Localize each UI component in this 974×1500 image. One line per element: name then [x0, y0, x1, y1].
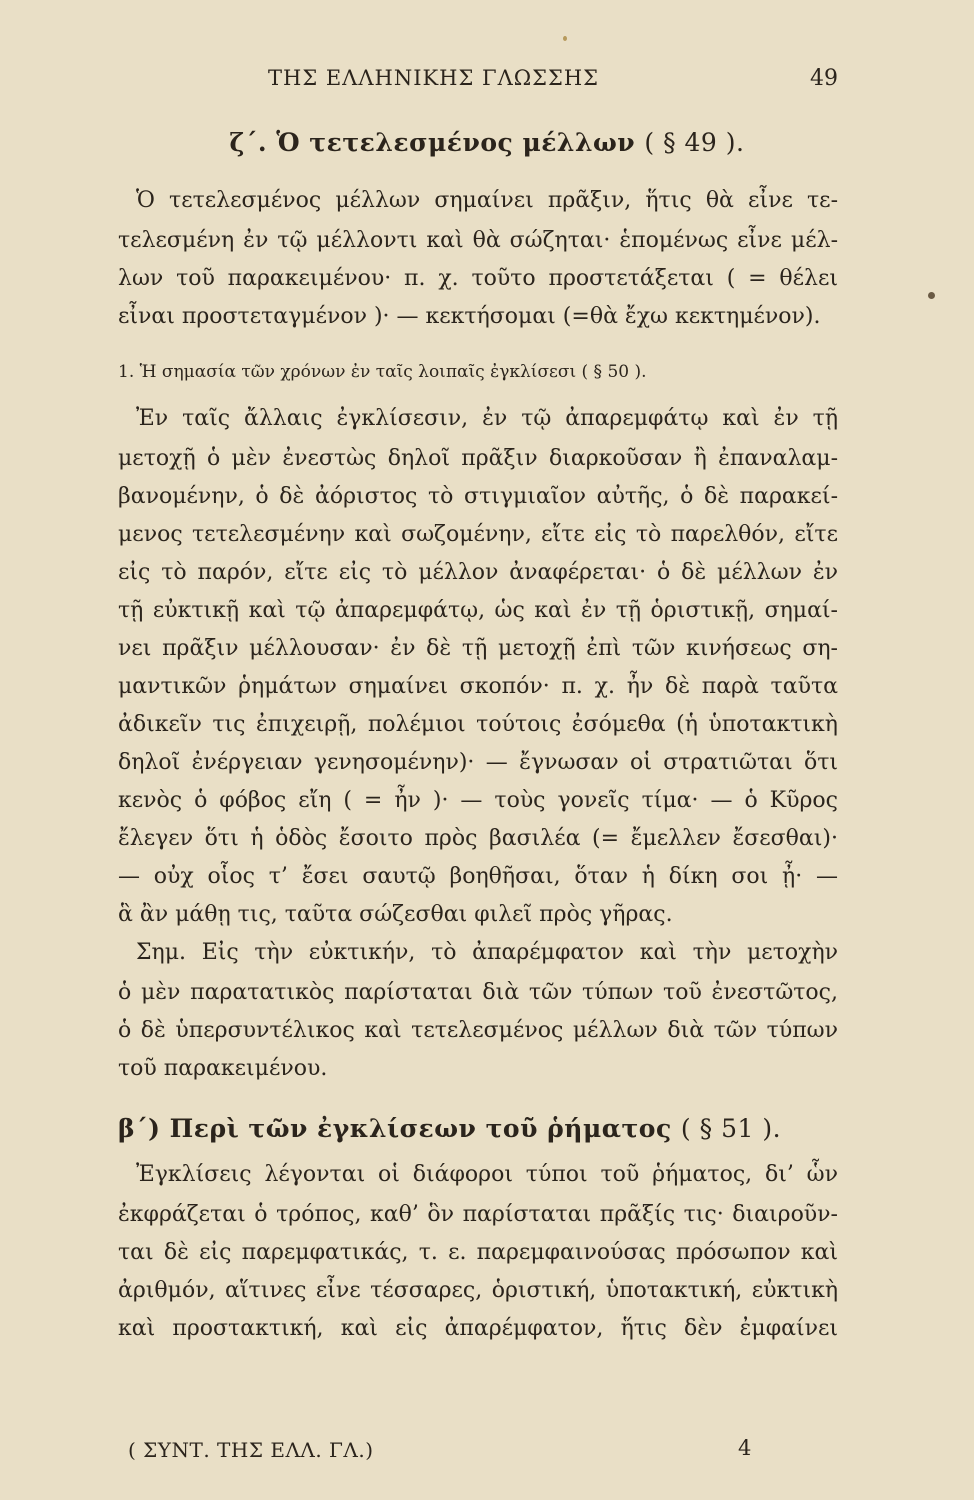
section-title-beta	[118, 1114, 838, 1143]
text-line: εἰς τὸ παρόν, εἴτε εἰς τὸ μέλλον ἀναφέρεται· ὁ δὲ μέλλων ἐν	[118, 560, 838, 585]
section-ref: ( § 51 ).	[680, 1114, 782, 1143]
text-line: κενὸς ὁ φόβος εἴη ( = ἦν )· — τοὺς γονεῖς τίμα· — ὁ Κῦρος	[118, 788, 838, 813]
note-line: Σημ. Εἰς τὴν εὐκτικήν, τὸ ἀπαρέμφατον καὶ τὴν μετοχὴν	[136, 940, 838, 965]
text-line: μαντικῶν ῥημάτων σημαίνει σκοπόν· π. χ. ἦν δὲ παρὰ ταῦτα	[118, 674, 838, 699]
sheet-number: 4	[738, 1436, 752, 1460]
text-line: ἔλεγεν ὅτι ἡ ὁδὸς ἔσοιτο πρὸς βασιλέα (= ἔμελλεν ἔσεσθαι)·	[118, 826, 838, 851]
ink-speck	[563, 36, 567, 41]
text-line: τελεσμένη ἐν τῷ μέλλοντι καὶ θὰ σώζηται· ἑπομένως εἶνε μέλ-	[118, 228, 838, 253]
text-line: νει πρᾶξιν μέλλουσαν· ἐν δὲ τῇ μετοχῇ ἐπὶ τῶν κινήσεως ση-	[118, 636, 838, 661]
text-line: ται δὲ εἰς παρεμφατικάς, τ. ε. παρεμφαινούσας πρόσωπον καὶ	[118, 1240, 838, 1265]
signature-mark: ( ΣΥΝΤ. ΤΗΣ ΕΛΛ. ΓΛ.)	[128, 1438, 374, 1462]
section-title-text: β΄) Περὶ τῶν ἐγκλίσεων τοῦ ῥήματος	[118, 1114, 672, 1143]
section-title-zeta	[0, 128, 974, 157]
text-line: μετοχῇ ὁ μὲν ἐνεστὼς δηλοῖ πρᾶξιν διαρκοῦσαν ἢ ἐπαναλαμ-	[118, 446, 838, 471]
text-line: εἶναι προστεταγμένον )· — κεκτήσομαι (=θὰ ἔχω κεκτημένον).	[118, 304, 821, 329]
text-line: Ἐγκλίσεις λέγονται οἱ διάφοροι τύποι τοῦ ῥήματος, δι’ ὧν	[136, 1162, 838, 1187]
section-ref: ( § 49 ).	[644, 128, 745, 157]
note-line: τοῦ παρακειμένου.	[118, 1056, 328, 1081]
note-line: ὁ δὲ ὑπερσυντέλικος καὶ τετελεσμένος μέλλων διὰ τῶν τύπων	[118, 1018, 838, 1043]
text-line: ἐκφράζεται ὁ τρόπος, καθ’ ὃν παρίσταται πρᾶξίς τις· διαιροῦν-	[118, 1202, 838, 1227]
text-line: Ὁ τετελεσμένος μέλλων σημαίνει πρᾶξιν, ἥτις θὰ εἶνε τε-	[136, 188, 838, 213]
note-line: ὁ μὲν παρατατικὸς παρίσταται διὰ τῶν τύπων τοῦ ἐνεστῶτος,	[118, 980, 838, 1005]
text-line: ἃ ἂν μάθῃ τις, ταῦτα σώζεσθαι φιλεῖ πρὸς γῆρας.	[118, 902, 673, 927]
text-line: μενος τετελεσμένην καὶ σωζομένην, εἴτε εἰς τὸ παρελθόν, εἴτε	[118, 522, 838, 547]
text-line: — οὐχ οἷος τ’ ἔσει σαυτῷ βοηθῆσαι, ὅταν ἡ δίκη σοι ᾖ· —	[118, 864, 838, 889]
page-number: 49	[810, 66, 838, 91]
text-line: ἀδικεῖν τις ἐπιχειρῇ, πολέμιοι τούτοις ἐσόμεθα (ἡ ὑποτακτικὴ	[118, 712, 838, 737]
text-line: λων τοῦ παρακειμένου· π. χ. τοῦτο προστετάξεται ( = θέλει	[118, 266, 838, 291]
text-line: δηλοῖ ἐνέργειαν γενησομένην)· — ἔγνωσαν οἱ στρατιῶται ὅτι	[118, 750, 838, 775]
subsection-title: 1. Ἡ σημασία τῶν χρόνων ἐν ταῖς λοιπαῖς ἐγκλίσεσι ( § 50 ).	[118, 362, 647, 382]
text-line: Ἐν ταῖς ἄλλαις ἐγκλίσεσιν, ἐν τῷ ἀπαρεμφάτῳ καὶ ἐν τῇ	[136, 406, 838, 431]
page-header	[118, 66, 838, 100]
text-line: βανομένην, ὁ δὲ ἀόριστος τὸ στιγμιαῖον αὐτῆς, ὁ δὲ παρακεί-	[118, 484, 838, 509]
ink-speck	[928, 292, 935, 299]
text-line: τῇ εὐκτικῇ καὶ τῷ ἀπαρεμφάτῳ, ὡς καὶ ἐν τῇ ὁριστικῇ, σημαί-	[118, 598, 838, 623]
section-title-text: ζ΄. Ὁ τετελεσμένος μέλλων	[229, 128, 636, 157]
running-head: ΤΗΣ ΕΛΛΗΝΙΚΗΣ ΓΛΩΣΣΗΣ	[268, 66, 600, 90]
text-line: ἀριθμόν, αἵτινες εἶνε τέσσαρες, ὁριστική, ὑποτακτική, εὐκτικὴ	[118, 1278, 838, 1303]
text-line: καὶ προστακτική, καὶ εἰς ἀπαρέμφατον, ἥτις δὲν ἐμφαίνει	[118, 1316, 838, 1341]
